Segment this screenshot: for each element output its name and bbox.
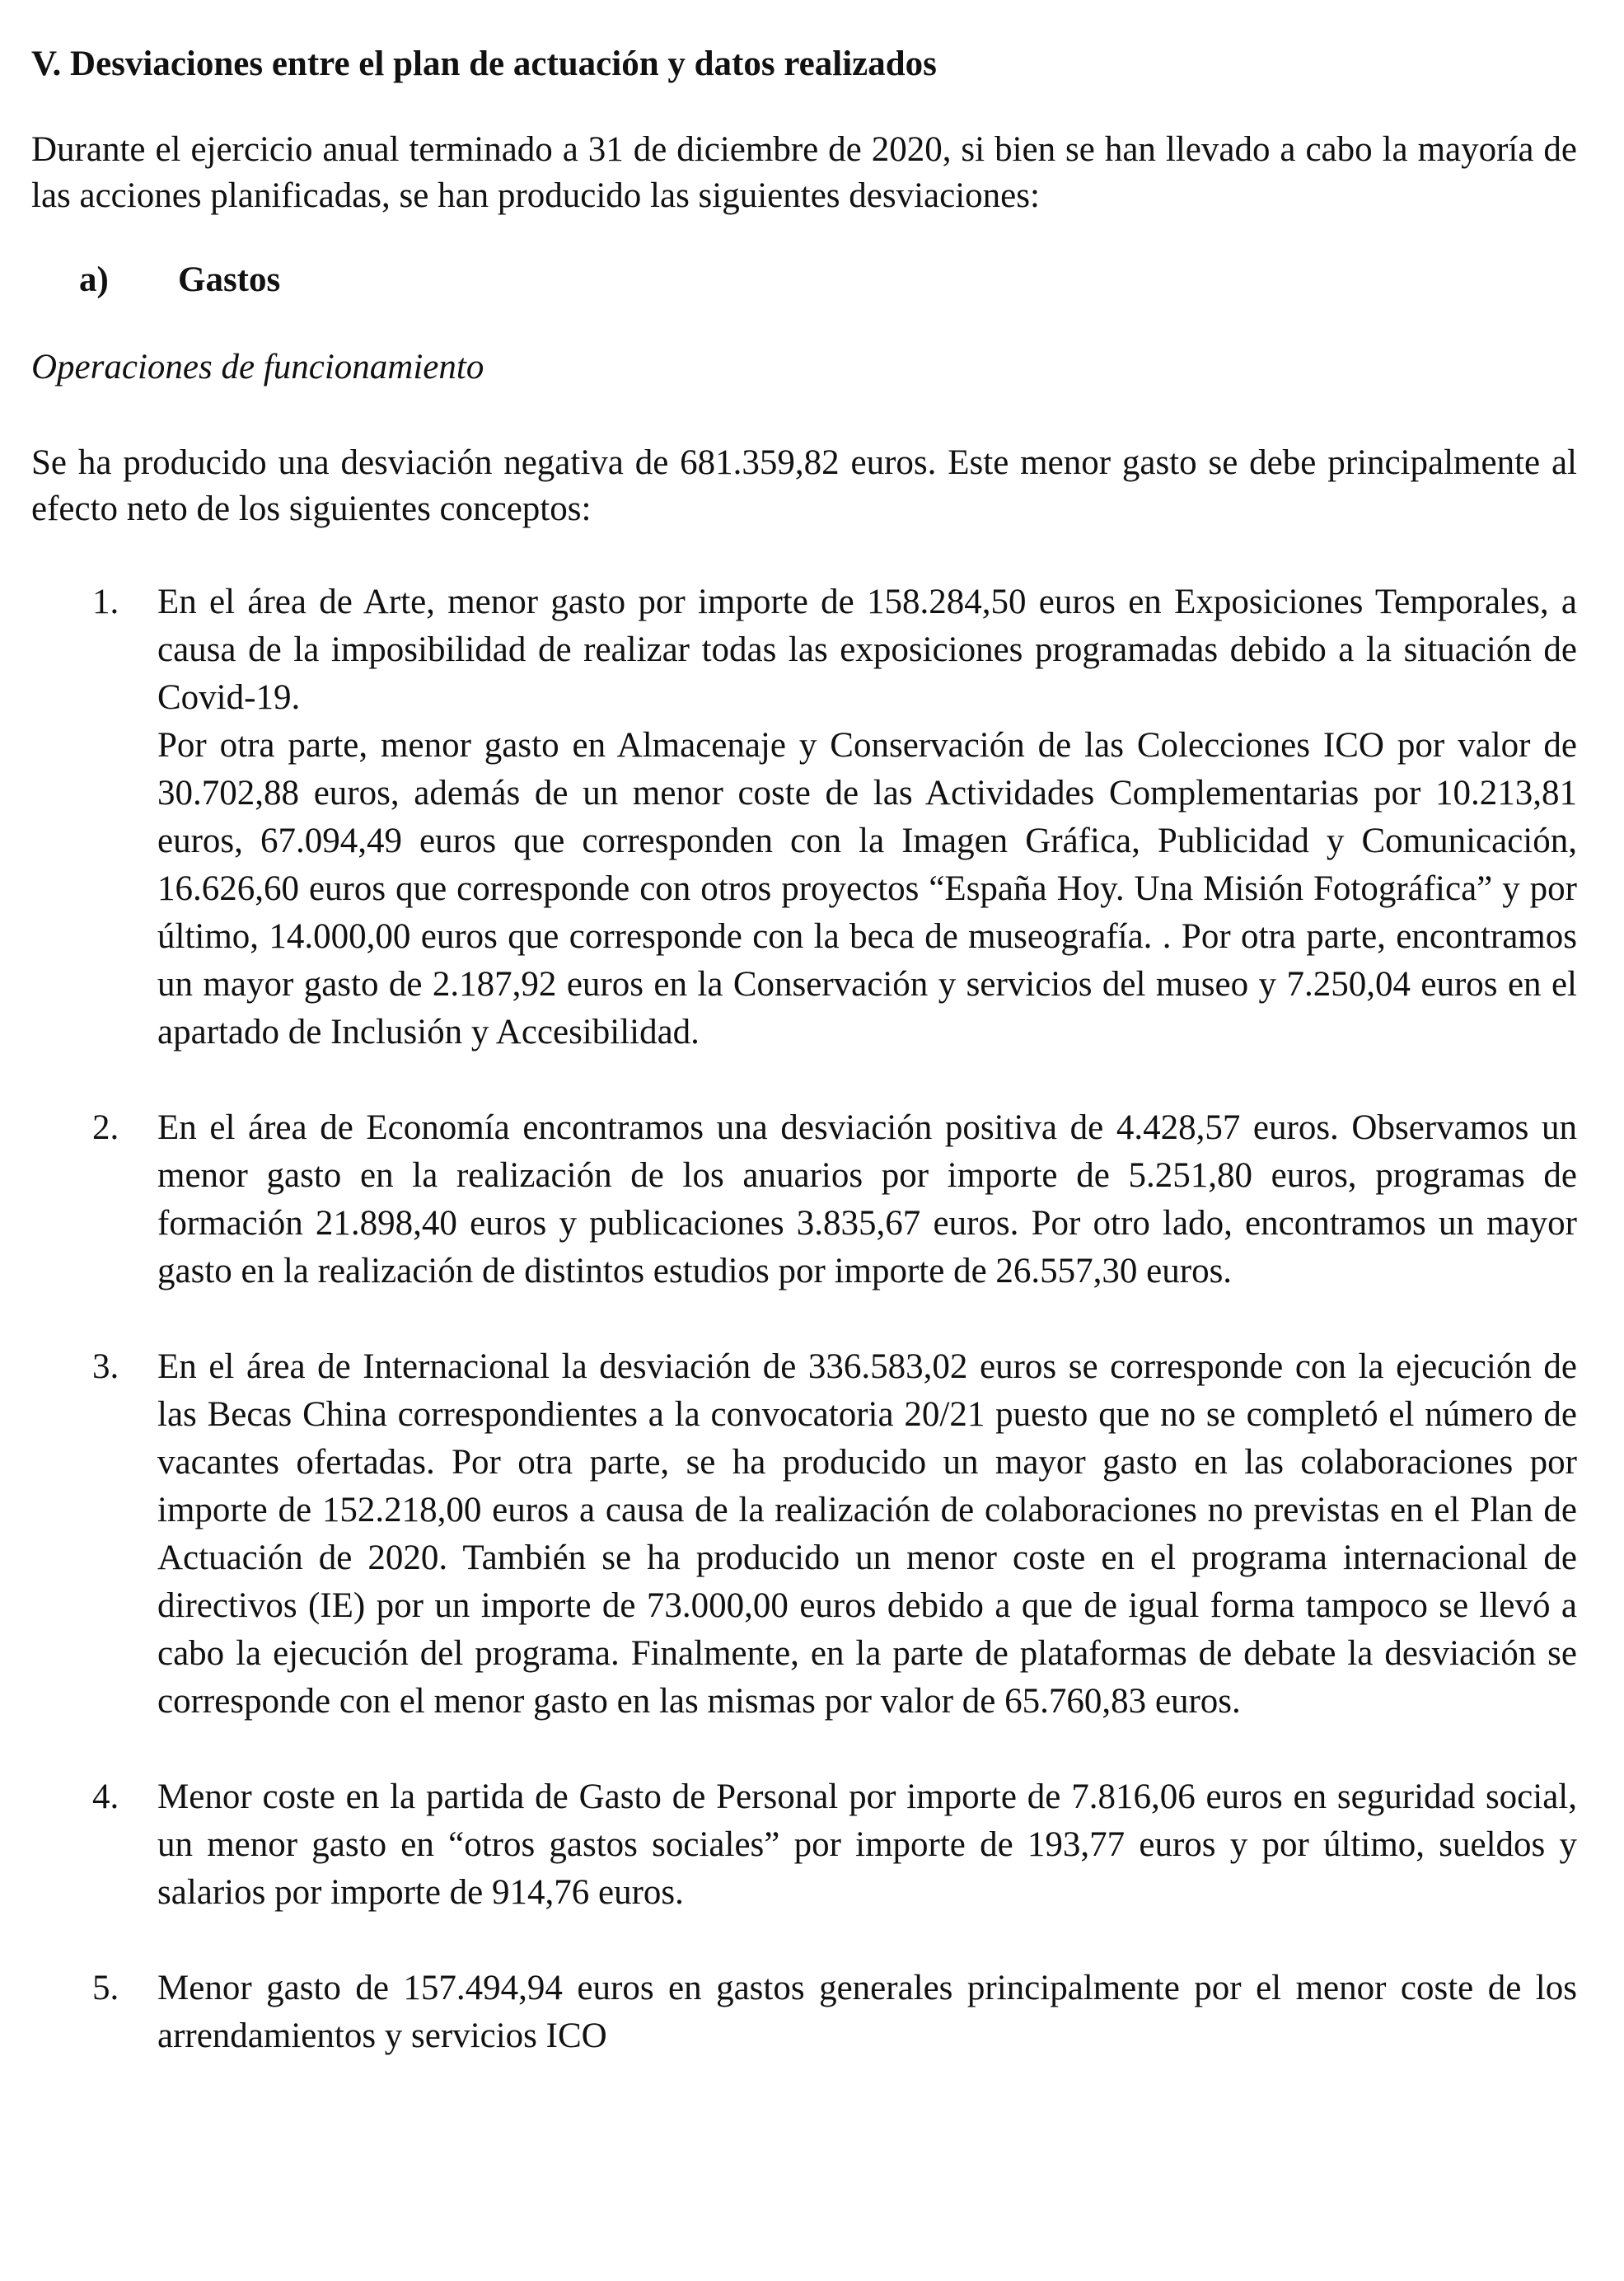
- list-item-text: Menor gasto de 157.494,94 euros en gastos generales principalmente por el menor coste de los arrendamientos y servicios ICO: [157, 1969, 1577, 2055]
- list-item-body: [157, 578, 1577, 1056]
- list-item-number: 1.: [92, 583, 119, 621]
- list-item-text: En el área de Internacional la desviación de 336.583,02 euros se corresponde con la ejecución de las Becas China correspondientes a la convocatoria 20/21 puesto que no se completó el número de vacantes ofertadas. Por otra parte, se ha producido un mayor gasto en las colaboraciones por importe de 152.218,00 euros a causa de la realización de colaboraciones no previstas en el Plan de Actuación de 2020. También se ha producido un menor coste en el programa internacional de directivos (IE) por un importe de 73.000,00 euros debido a que de igual forma tampoco se llevó a cabo la ejecución del programa. Finalmente, en la parte de plataformas de debate la desviación se corresponde con el menor gasto en las mismas por valor de 65.760,83 euros.: [157, 1347, 1577, 1721]
- document-page: [31, 41, 1577, 2108]
- deviations-list: [31, 578, 1577, 2060]
- list-item-body: [157, 1773, 1577, 1917]
- subsection-heading: [31, 257, 1577, 303]
- list-item-text: En el área de Economía encontramos una desviación positiva de 4.428,57 euros. Observamos un menor gasto en la realización de los anuarios por importe de 5.251,80 euros, programas de formación 21.898,40 euros y publicaciones 3.835,67 euros. Por otro lado, encontramos un mayor gasto en la realización de distintos estudios por importe de 26.557,30 euros.: [157, 1108, 1577, 1290]
- list-item-number: 3.: [92, 1347, 119, 1386]
- list-item-body: [157, 1343, 1577, 1726]
- list-item: [31, 1965, 1577, 2060]
- list-item: [31, 1343, 1577, 1726]
- subsection-title: Gastos: [178, 260, 281, 299]
- list-item-number: 5.: [92, 1969, 119, 2007]
- list-item-text: Menor coste en la partida de Gasto de Personal por importe de 7.816,06 euros en seguridad social, un menor gasto en “otros gastos sociales” por importe de 193,77 euros y por último, sueldos y salarios por importe de 914,76 euros.: [157, 1777, 1577, 1912]
- section-title: V. Desviaciones entre el plan de actuación y datos realizados: [31, 44, 937, 83]
- operations-heading: Operaciones de funcionamiento: [31, 348, 484, 386]
- list-item-text: En el área de Arte, menor gasto por importe de 158.284,50 euros en Exposiciones Temporales, a causa de la imposibilidad de realizar todas las exposiciones programadas debido a la situación de Covid-19.: [157, 583, 1577, 717]
- list-item-body: [157, 1965, 1577, 2060]
- operations-summary: Se ha producido una desviación negativa de 681.359,82 euros. Este menor gasto se debe principalmente al efecto neto de los siguientes conceptos:: [31, 443, 1577, 528]
- list-item-body: [157, 1104, 1577, 1295]
- list-item-text: Por otra parte, menor gasto en Almacenaje y Conservación de las Colecciones ICO por valor de 30.702,88 euros, además de un menor coste de las Actividades Complementarias por 10.213,81 euros, 67.094,49 euros que corresponden con la Imagen Gráfica, Publicidad y Comunicación, 16.626,60 euros que corresponde con otros proyectos “España Hoy. Una Misión Fotográfica” y por último, 14.000,00 euros que corresponde con la beca de museografía. . Por otra parte, encontramos un mayor gasto de 2.187,92 euros en la Conservación y servicios del museo y 7.250,04 euros en el apartado de Inclusión y Accesibilidad.: [157, 726, 1577, 1052]
- intro-paragraph: Durante el ejercicio anual terminado a 31 de diciembre de 2020, si bien se han llevado a cabo la mayoría de las acciones planificadas, se han producido las siguientes desviaciones:: [31, 130, 1577, 215]
- list-item: [31, 1104, 1577, 1295]
- list-item: [31, 1773, 1577, 1917]
- list-item: [31, 578, 1577, 1056]
- list-item-number: 4.: [92, 1777, 119, 1816]
- subsection-letter: a): [79, 260, 109, 299]
- list-item-number: 2.: [92, 1108, 119, 1147]
